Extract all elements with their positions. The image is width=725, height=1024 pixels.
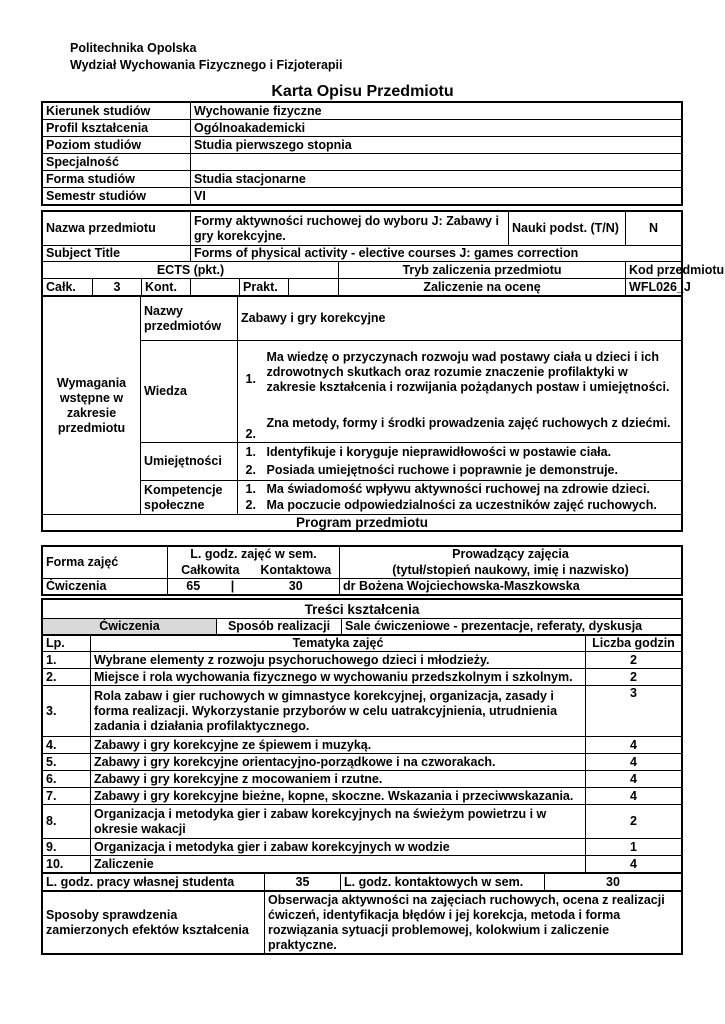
topic-hours: 4 <box>586 856 682 873</box>
ects-total-label: Całk. <box>43 279 93 296</box>
general-value: Wychowanie fizyczne <box>191 103 682 120</box>
topic-lp: 3. <box>43 686 91 737</box>
subject-names-label: Nazwy przedmiotów <box>141 297 238 341</box>
topic-hours: 2 <box>586 669 682 686</box>
faculty-name: Wydział Wychowania Fizycznego i Fizjoterapii <box>70 58 343 72</box>
form-label: Forma zajęć <box>43 547 168 579</box>
knowledge-2-text: Zna metody, formy i środki prowadzenia zajęć ruchowych z dziećmi. <box>264 405 682 443</box>
topic-lp: 9. <box>43 839 91 856</box>
general-value: VI <box>191 188 682 205</box>
topic-hours: 4 <box>586 771 682 788</box>
topic-hours: 1 <box>586 839 682 856</box>
col-topic: Tematyka zajęć <box>91 636 586 652</box>
content-form: Ćwiczenia <box>43 619 217 635</box>
general-value: Studia stacjonarne <box>191 171 682 188</box>
hours-label: L. godz. zajęć w sem. <box>168 547 340 563</box>
skills-label: Umiejętności <box>141 443 238 481</box>
topic-lp: 1. <box>43 652 91 669</box>
topic-text: Organizacja i metodyka gier i zabaw korekcyjnych w wodzie <box>91 839 586 856</box>
contact-total-value: 30 <box>545 874 682 891</box>
course-code-label: Kod przedmiotu <box>626 262 682 279</box>
col-hours: Liczba godzin <box>586 636 682 652</box>
verify-label: Sposoby sprawdzenia zamierzonych efektów kształcenia <box>43 892 265 954</box>
content-title: Treści kształcenia <box>43 600 682 619</box>
general-label: Profil kształcenia <box>43 120 191 137</box>
subject-section <box>41 210 725 532</box>
basic-sciences-label: Nauki podst. (T/N) <box>509 212 626 246</box>
topic-row <box>43 856 682 873</box>
topic-hours: 4 <box>586 788 682 805</box>
subject-name-label: Nazwa przedmiotu <box>43 212 191 246</box>
general-label: Specjalność <box>43 154 191 171</box>
skills-2-text: Posiada umiejętności ruchowe i poprawnie je demonstruje. <box>264 462 682 481</box>
ects-prakt-value <box>289 279 339 296</box>
ects-total-value: 3 <box>93 279 142 296</box>
method-label: Sposób realizacji <box>217 619 342 635</box>
topic-lp: 4. <box>43 737 91 754</box>
row-total: 65 | <box>168 579 253 595</box>
method-value: Sale ćwiczeniowe - prezentacje, referaty, dyskusja <box>342 619 682 635</box>
ects-prakt-label: Prakt. <box>240 279 289 296</box>
topic-hours: 2 <box>586 805 682 839</box>
topic-lp: 6. <box>43 771 91 788</box>
topic-row <box>43 754 682 771</box>
topic-lp: 8. <box>43 805 91 839</box>
subject-names-value: Zabawy i gry korekcyjne <box>238 297 682 341</box>
skills-1-number: 1. <box>238 443 264 462</box>
topic-text: Zabawy i gry korekcyjne bieżne, kopne, skoczne. Wskazania i przeciwwskazania. <box>91 788 586 805</box>
topic-text: Rola zabaw i gier ruchowych w gimnastyce korekcyjnej, organizacja, zasady i forma realizacji. Wykorzystanie przyborów w celu uatrakcyjnienia, utrudnienia zadania i działania profilaktycznego. <box>91 686 586 737</box>
topic-text: Zabawy i gry korekcyjne ze śpiewem i muzyką. <box>91 737 586 754</box>
topic-lp: 10. <box>43 856 91 873</box>
skills-2-number: 2. <box>238 462 264 481</box>
topic-text: Zabawy i gry korekcyjne z mocowaniem i rzutne. <box>91 771 586 788</box>
row-teacher: dr Bożena Wojciechowska-Maszkowska <box>340 579 682 595</box>
topic-row <box>43 652 682 669</box>
general-row <box>43 188 682 205</box>
topic-text: Miejsce i rola wychowania fizycznego w wychowaniu przedszkolnym i szkolnym. <box>91 669 586 686</box>
contact-total-label: L. godz. kontaktowych w sem. <box>341 874 545 891</box>
course-code-value: WFL026_J <box>626 279 682 296</box>
social-1-text: Ma świadomość wpływu aktywności ruchowej na zdrowie dzieci. <box>264 481 682 498</box>
contact-hours-label: Kontaktowa <box>260 562 332 577</box>
topic-row <box>43 771 682 788</box>
topic-lp: 7. <box>43 788 91 805</box>
teacher-label: Prowadzący zajęcia <box>340 547 682 563</box>
university-name: Politechnika Opolska <box>70 41 197 55</box>
topic-row <box>43 737 682 754</box>
ects-label: ECTS (pkt.) <box>43 262 339 279</box>
exam-mode-value: Zaliczenie na ocenę <box>339 279 626 296</box>
teacher-sub-label: (tytuł/stopień naukowy, imię i nazwisko) <box>340 563 682 579</box>
program-title: Program przedmiotu <box>43 515 682 531</box>
general-row <box>43 137 682 154</box>
skills-1-text: Identyfikuje i koryguje nieprawidłowości w postawie ciała. <box>264 443 682 462</box>
topic-lp: 5. <box>43 754 91 771</box>
topic-row <box>43 839 682 856</box>
general-section <box>41 101 683 206</box>
general-row <box>43 171 682 188</box>
knowledge-label: Wiedza <box>141 341 238 443</box>
topic-lp: 2. <box>43 669 91 686</box>
ects-kont-value <box>191 279 240 296</box>
topic-row <box>43 788 682 805</box>
social-1-number: 1. <box>238 481 264 498</box>
verify-value: Obserwacja aktywności na zajęciach ruchowych, ocena z realizacji ćwiczeń, identyfikacja błędów i jej korekcja, metoda i forma rozwiązania sytuacji problemowej, kolokwium i zaliczenie praktyczne. <box>265 892 682 954</box>
social-2-number: 2. <box>238 498 264 515</box>
own-work-label: L. godz. pracy własnej studenta <box>43 874 265 891</box>
topic-hours: 3 <box>586 686 682 737</box>
topic-row <box>43 686 682 737</box>
general-row <box>43 103 682 120</box>
total-hours-label: Całkowita <box>181 562 240 577</box>
topic-hours: 4 <box>586 754 682 771</box>
general-row <box>43 120 682 137</box>
exam-mode-label: Tryb zaliczenia przedmiotu <box>339 262 626 279</box>
topic-hours: 4 <box>586 737 682 754</box>
general-value <box>191 154 682 171</box>
page-title: Karta Opisu Przedmiotu <box>271 83 454 100</box>
topic-text: Zabawy i gry korekcyjne orientacyjno-porządkowe i na czworakach. <box>91 754 586 771</box>
subject-name-value: Formy aktywności ruchowej do wyboru J: Zabawy i gry korekcyjne. <box>191 212 509 246</box>
social-label: Kompetencje społeczne <box>141 481 238 515</box>
knowledge-2-number: 2. <box>238 405 264 443</box>
program-section <box>41 545 683 596</box>
general-label: Kierunek studiów <box>43 103 191 120</box>
col-lp: Lp. <box>43 636 91 652</box>
general-row <box>43 154 682 171</box>
topic-text: Wybrane elementy z rozwoju psychoruchowego dzieci i młodzieży. <box>91 652 586 669</box>
own-work-value: 35 <box>265 874 341 891</box>
general-value: Studia pierwszego stopnia <box>191 137 682 154</box>
topic-row <box>43 805 682 839</box>
row-form: Ćwiczenia <box>43 579 168 595</box>
general-label: Forma studiów <box>43 171 191 188</box>
subject-title-label: Subject Title <box>43 246 191 262</box>
row-contact: 30 <box>253 579 340 595</box>
ects-kont-label: Kont. <box>142 279 191 296</box>
subject-title-value: Forms of physical activity - elective courses J: games correction <box>191 246 682 262</box>
content-section <box>41 598 683 955</box>
general-label: Semestr studiów <box>43 188 191 205</box>
basic-sciences-value: N <box>626 212 682 246</box>
topic-hours: 2 <box>586 652 682 669</box>
general-value: Ogólnoakademicki <box>191 120 682 137</box>
topic-text: Organizacja i metodyka gier i zabaw korekcyjnych na świeżym powietrzu i w okresie wakacji <box>91 805 586 839</box>
knowledge-1-number: 1. <box>238 341 264 405</box>
topic-row <box>43 669 682 686</box>
knowledge-1-text: Ma wiedzę o przyczynach rozwoju wad postawy ciała u dzieci i ich zdrowotnych skutkach oraz rozumie znaczenie profilaktyki w zakresie kształcenia i rozwijania pożądanych postaw i umiejętności. <box>264 341 682 405</box>
topic-text: Zaliczenie <box>91 856 586 873</box>
requirements-label: Wymagania wstępne w zakresie przedmiotu <box>43 297 141 515</box>
general-label: Poziom studiów <box>43 137 191 154</box>
social-2-text: Ma poczucie odpowiedzialności za uczestników zajęć ruchowych. <box>264 498 682 515</box>
